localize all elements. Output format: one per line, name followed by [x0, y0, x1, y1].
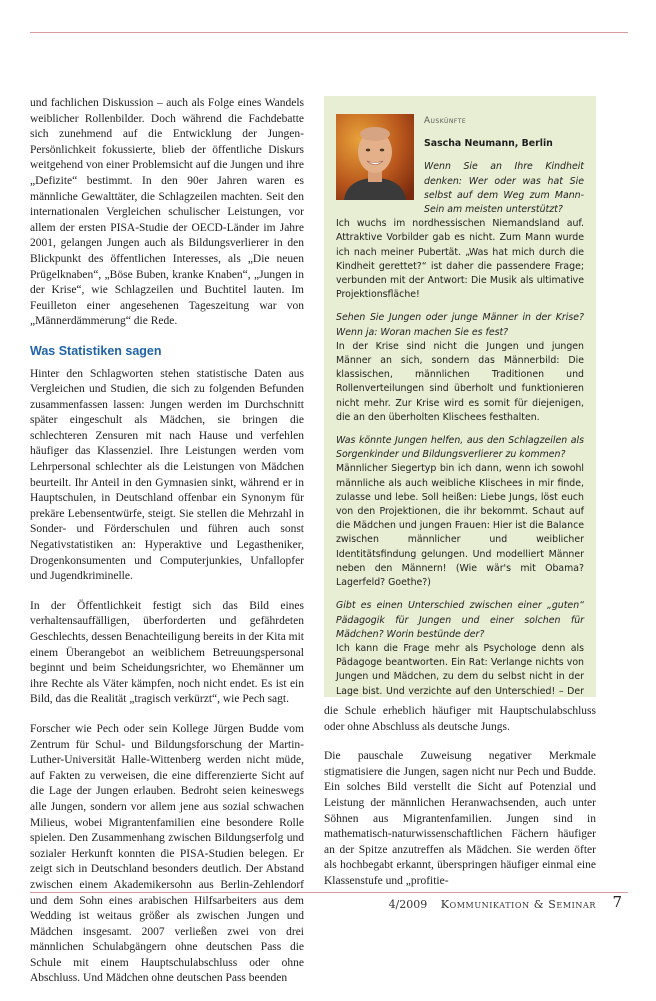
interview-question: Was könnte Jungen helfen, aus den Schlagzeilen als Sorgenkinder und Bildungsverlierer zu kommen?	[336, 435, 584, 461]
magazine-title: Kommunikation & Seminar	[440, 898, 596, 911]
section-heading: Was Statistiken sagen	[30, 343, 162, 358]
interview-answer: Ich wuchs im nordhessischen Niemandsland auf. Attraktive Vorbilder gab es nicht. Zum Mann wurde ich nach meiner Pubertät. „Was hat mich durch die Kindheit gerettet?“ ist daher die passendere Frage; verbunden mit der Antwort: Die Musik als ultimative Projektionsfläche!	[336, 218, 584, 301]
interview-question: Wenn Sie an Ihre Kindheit denken: Wer oder was hat Sie selbst auf dem Weg zum Mann-Sein am meisten unterstützt?	[424, 161, 584, 216]
body-paragraph: Hinter den Schlagworten stehen statistische Daten aus Vergleichen und Studien, die sich zu folgenden Befunden zusammenfassen lassen: Jungen werden im Durchschnitt später eingeschult als Mädchen, sie bringen die schlechteren Zensuren mit nach Hause und verfehlen häufiger das Klassenziel. Ihre Leistungen werden vom Lehrpersonal schlechter als die Leistungen von Mädchen beurteilt. Ihr Anteil in den Gymnasien sinkt, während er in Hauptschulen, in Deutschland offenbar ein Synonym für prekäre Lebensentwürfe, steigt. Sie stellen die Mehrzahl in Sonder- und Förderschulen und führen auch sonst Negativstatistiken an: Hyperaktive und Legastheniker, Drogenkonsumenten und Computerjunkies, Unfallopfer und Jugendkriminelle.	[30, 367, 304, 583]
interview-question: Gibt es einen Unterschied zwischen einer „guten“ Pädagogik für Jungen und einer solchen für Mädchen? Worin bestünde der?	[336, 600, 584, 640]
interview-answer: In der Krise sind nicht die Jungen und jungen Männer an sich, sondern das Männerbild: Die klassischen, männlichen Traditionen und Rollenverteilungen sind überholt und funktionieren nicht mehr. Zur Krise wird es somit für diejenigen, die an den überholten Klischees festhalten.	[336, 340, 584, 423]
top-rule	[30, 32, 628, 33]
interview-box	[324, 96, 596, 697]
issue-number: 4/2009	[388, 898, 428, 911]
interview-answer: Männlicher Siegertyp bin ich dann, wenn ich sowohl männliche als auch weibliche Klischees in mir finde, zulasse und lebe. Soll heißen: Liebe Jungs, löst euch von den Projektionen, die ihr bekommt. Schaut auf die Mädchen und jungen Frauen: Hier ist die Balance zwischen männlicher und weiblicher Identitätsfindung gelungen. Und modelliert Männer neben den Männern! (Wie wär's mit Obama? Lagerfeld? Goethe?)	[336, 463, 585, 589]
interviewee-name: Sascha Neumann, Berlin	[424, 138, 553, 150]
interview-answer: Ich kann die Frage mehr als Psychologe denn als Pädagoge beantworten. Ein Rat: Verlange nichts von Jungen und Mädchen, zu dem du selbst nicht in der Lage bist. Und verzichte auf den Unterschied! – Der	[336, 642, 584, 697]
box-label: Auskünfte	[424, 116, 467, 126]
right-column	[324, 704, 596, 904]
footer	[389, 898, 596, 911]
page-number: 7	[612, 893, 622, 911]
left-column	[30, 96, 304, 1001]
body-paragraph: die Schule erheblich häufiger mit Hauptschulabschluss oder ohne Abschluss als deutsche Jungs.	[324, 705, 596, 733]
bottom-rule	[30, 892, 628, 893]
body-paragraph: Die pauschale Zuweisung negativer Merkmale stigmatisiere die Jungen, sagen nicht nur Pech und Budde. Ein solches Bild verstellt die Sicht auf Potenzial und Leistung der männlichen Heranwachsenden, auch unter Söhnen aus Migrantenfamilien. Jungen sind in mathematisch-naturwissenschaftlichen Fächern häufiger an der Spitze anzutreffen als Mädchen. Sie werden öfter als hochbegabt erkannt, überspringen häufiger einmal eine Klassenstufe und „profitie-	[324, 750, 596, 887]
body-paragraph: In der Öffentlichkeit festigt sich das Bild eines verhaltensauffälligen, überforderten und gefährdeten Geschlechts, dessen Benachteiligung bereits in der Kita mit einem Überangebot an weiblichem Betreuungspersonal beginnt und beim Scheidungsrichter, wo Ehemänner um ihre Rechte als Väter kämpfen, noch nicht endet. Es ist ein Bild, das die Realität „tragisch verkürzt“, wie Pech sagt.	[30, 599, 305, 706]
interview-question: Sehen Sie Jungen oder junge Männer in der Krise? Wenn ja: Woran machen Sie es fest?	[336, 312, 584, 338]
body-paragraph: Forscher wie Pech oder sein Kollege Jürgen Budde vom Zentrum für Schul- und Bildungsforschung der Martin-Luther-Universität Halle-Wittenberg werden nicht müde, auf Fakten zu verweisen, die eine differenzierte Sicht auf die Lage der Jungen erlauben. Bedroht seien keineswegs alle Jungen, sondern vor allem jene aus sozial schwachen Milieus, wobei Migrantenfamilien eine besondere Rolle spielen. Den Zusammenhang zwischen Bildungserfolg und sozialer Herkunft konnten die PISA-Studien belegen. Er zeigt sich in Deutschland besonders deutlich. Der Abstand zwischen einem Akademikersohn aus Berlin-Zehlendorf und dem Sohn eines arabischen Hilfsarbeiters aus dem Wedding ist weitaus größer als zwischen Jungen und Mädchen insgesamt. 2007 verließen zwei von drei männlichen Schulabgängern ohne deutschen Pass die Schule mit einem Hauptschulabschluss oder ohne Abschluss. Und Mädchen ohne deutschen Pass beenden	[30, 722, 304, 985]
body-paragraph: und fachlichen Diskussion – auch als Folge eines Wandels weiblicher Rollenbilder. Doch während die Fachdebatte sich zunehmend auf die Entwicklung der Jungen-Persönlichkeit fokussierte, blieb der öffentliche Diskurs weitgehend von einer Problemsicht auf die Jungen und ihre „Defizite“ bestimmt. In den 90er Jahren waren es männliche Gewalttäter, die Schlagzeilen machten. Seit den internationalen Vergleichen schulischer Leistungen, vor allem der ersten PISA-Studie der OECD-Länder im Jahre 2001, gelangen Jungen auch als Bildungsverlierer in den Blickpunkt des öffentlichen Interesses, als „Die neuen Prügelknaben“, „Böse Buben, kranke Knaben“, „Jungen in der Krise“, wie Schlagzeilen und Buchtitel lauten. Im Feuilleton einer angesehenen Tageszeitung war von „Männerdämmerung“ die Rede.	[30, 97, 304, 328]
portrait-photo	[336, 114, 414, 200]
